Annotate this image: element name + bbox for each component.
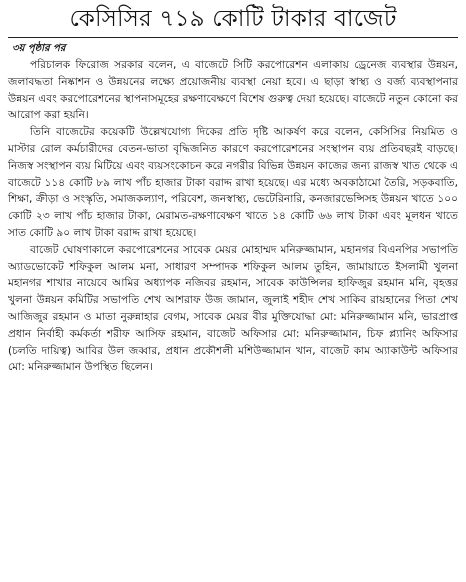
headline: কেসিসির ৭১৯ কোটি টাকার বাজেট: [69, 6, 397, 32]
article-paragraph-2: তিনি বাজেটের কয়েকটি উল্লেখযোগ্য দিকের প্রতি দৃষ্টি আকর্ষণ করে বলেন, কেসিসির নিয়মিত ও মাস্টার রোল কর্মচারীদের বেতন-ভাতা বৃদ্ধিজনিত কারণে করপোরেশনের সংস্থাপন ব্যয় প্রতিবছরই বাড়ছে। নিজস্ব সংস্থাপন ব্যয় মিটিয়ে এবং ব্যয়সংকোচন করে নগরীর বিভিন্ন উন্নয়ন কাজের জন্য রাজস্ব খাত থেকে এ বাজেটে ১১৪ কোটি ৮৯ লাখ পাঁচ হাজার টাকা বরাদ্দ রাখা হয়েছে। এর মধ্যে অবকাঠামো তৈরি, সড়কবাতি, শিক্ষা, ক্রীড়া ও সংস্কৃতি, সমাজকল্যাণ, পরিবেশ, জনস্বাস্থ্য, ভেটেরিনারি, কনজারভেন্সিসহ উন্নয়ন খাতে ১০০ কোটি ২৩ লাখ পাঁচ হাজার টাকা, মেরামত-রক্ষণাবেক্ষণ খাতে ১৪ কোটি ৬৬ লাখ টাকা এবং মূলধন খাতে সাত কোটি ৯০ লাখ টাকা বরাদ্দ রাখা হয়েছে।: [8, 126, 458, 239]
article-paragraph-1: পরিচালক ফিরোজ সরকার বলেন, এ বাজেটে সিটি করপোরেশন এলাকায় ড্রেনেজ ব্যবস্থার উন্নয়ন, জলাবদ্ধতা নিষ্কাশন ও উন্নয়নের লক্ষ্যে প্রয়োজনীয় ব্যবস্থা নেয়া হবে। এ ছাড়া স্বাস্থ্য ও বর্জ্য ব্যবস্থাপনার উন্নয়ন এবং করপোরেশনের স্থাপনাসমূহের রক্ষণাবেক্ষণে বিশেষ গুরুত্ব দেয়া হয়েছে। বাজেটে নতুন কোনো কর আরোপ করা হয়নি।: [8, 59, 458, 122]
continued-from-label: ৩য় পৃষ্ঠার পর: [12, 43, 66, 54]
headline-rule: [8, 37, 458, 38]
article-paragraph-3: বাজেট ঘোষণাকালে করপোরেশনের সাবেক মেয়র মোহাম্মদ মনিরুজ্জামান, মহানগর বিএনপির সভাপতি অ্যাডভোকেট শফিকুল আলম মনা, সাধারণ সম্পাদক শফিকুল আলম তুহিন, জামায়াতে ইসলামী খুলনা মহানগর শাখার নায়েবে আমির অধ্যাপক নজিবর রহমান, সাবেক কাউন্সিলর হাফিজুর রহমান মনি, বৃহত্তর খুলনা উন্নয়ন কমিটির সভাপতি শেখ আশরাফ উজ জামান, জুলাই শহীদ শেখ সাকিব রায়হানের পিতা শেখ আজিজুর রহমান ও মাতা নুরুন্নাহার বেগম, সাবেক মেয়র বীর মুক্তিযোদ্ধা মো: মনিরুজ্জামান মনি, ভারপ্রাপ্ত প্রধান নির্বাহী কর্মকর্তা শরীফ আসিফ রহমান, বাজেট অফিসার মো: মনিরুজ্জামান, চিফ প্ল্যানিং অফিসার (চলতি দায়িত্ব) আবির উল জব্বার, প্রধান প্রকৌশলী মশিউজ্জামান খান, বাজেট কাম অ্যাকাউন্ট অফিসার মো: মনিরুজ্জামান উপস্থিত ছিলেন।: [8, 243, 458, 374]
